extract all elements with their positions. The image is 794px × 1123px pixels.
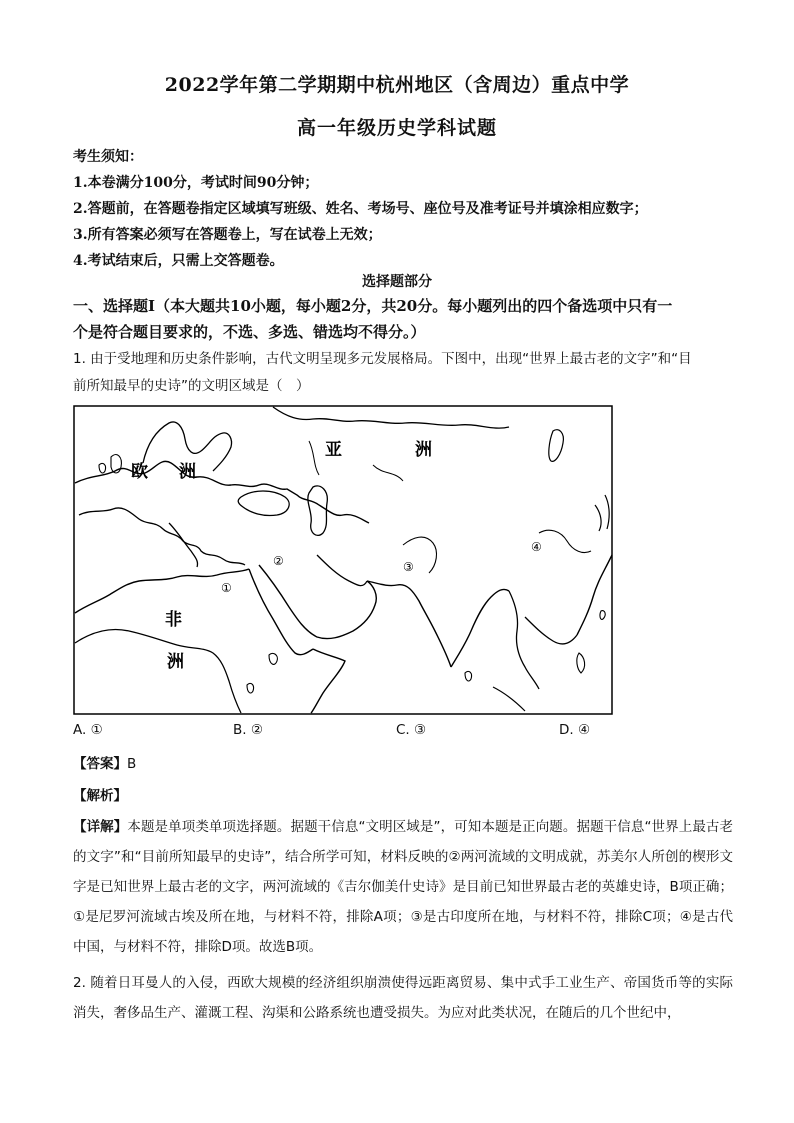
candidate-notice [73,144,743,274]
question-1-stem-line: 前所知最早的史诗”的文明区域是（ ） [73,378,310,394]
map-label-africa: 洲 [167,652,184,672]
detail-explanation [73,812,733,962]
map-marker-1: ① [221,581,232,595]
map-label-europe: 洲 [179,462,196,482]
option-b[interactable]: B. ② [233,722,263,738]
map-marker-4: ④ [531,540,542,554]
map-marker-2: ② [273,554,284,568]
section-title: 选择题部分 [362,274,432,290]
ancient-civilizations-map [73,405,613,715]
exam-title: 2022学年第二学期期中杭州地区（含周边）重点中学 [164,74,630,96]
answer-label: 【答案】 [73,756,127,772]
map-label-africa: 非 [165,610,182,630]
answer-value: B [127,756,137,772]
detail-text: 本题是单项类单项选择题。据题干信息“文明区域是”，可知本题是正向题。据题干信息“世界上最古老的文字”和“目前所知最早的史诗”，结合所学可知，材料反映的②两河流域的文明成就，苏美尔人所创的楔形文字是已知世界上最古老的文字，两河流域的《吉尔伽美什史诗》是目前已知世界最古老的英雄史诗，B项正确；①是尼罗河流域古埃及所在地，与材料不符，排除A项；③是古印度所在地，与材料不符，排除C项；④是古代中国，与材料不符，排除D项。故选B项。 [73,819,734,955]
map-label-asia: 亚 [325,440,342,460]
exam-subtitle: 高一年级历史学科试题 [296,117,497,139]
notice-item: 4.考试结束后，只需上交答题卷。 [73,253,284,269]
notice-item: 3.所有答案必须写在答题卷上，写在试卷上无效； [73,227,382,243]
map-marker-3: ③ [403,560,414,574]
notice-heading: 考生须知： [73,149,143,165]
analysis-label: 【解析】 [73,788,127,804]
map-label-europe: 欧 [131,462,148,482]
question-2-stem: 2. 随着日耳曼人的入侵，西欧大规模的经济组织崩溃使得远距离贸易、集中式手工业生产、帝国货币等的实际消失，奢侈品生产、灌溉工程、沟渠和公路系统也遭受损失。为应对此类状况，在随后的几个世纪中， [73,975,733,1021]
option-d[interactable]: D. ④ [559,722,591,738]
map-label-asia: 洲 [415,440,432,460]
detail-label: 【详解】 [73,819,128,835]
notice-item: 2.答题前，在答题卷指定区域填写班级、姓名、考场号、座位号及准考证号并填涂相应数字； [73,201,648,217]
option-c[interactable]: C. ③ [396,722,427,738]
part-instructions-line: 个是符合题目要求的，不选、多选、错选均不得分。） [73,323,426,341]
option-a[interactable]: A. ① [73,722,103,738]
question-1-stem [73,346,733,400]
answer-line [73,752,136,772]
part-instructions [73,293,733,345]
part-instructions-line: 一、选择题Ⅰ（本大题共10小题，每小题2分，共20分。每小题列出的四个备选项中只有一 [73,297,673,315]
notice-item: 1.本卷满分100分，考试时间90分钟； [73,175,319,191]
question-1-stem-line: 1. 由于受地理和历史条件影响，古代文明呈现多元发展格局。下图中，出现“世界上最古老的文字”和“目 [73,351,692,367]
